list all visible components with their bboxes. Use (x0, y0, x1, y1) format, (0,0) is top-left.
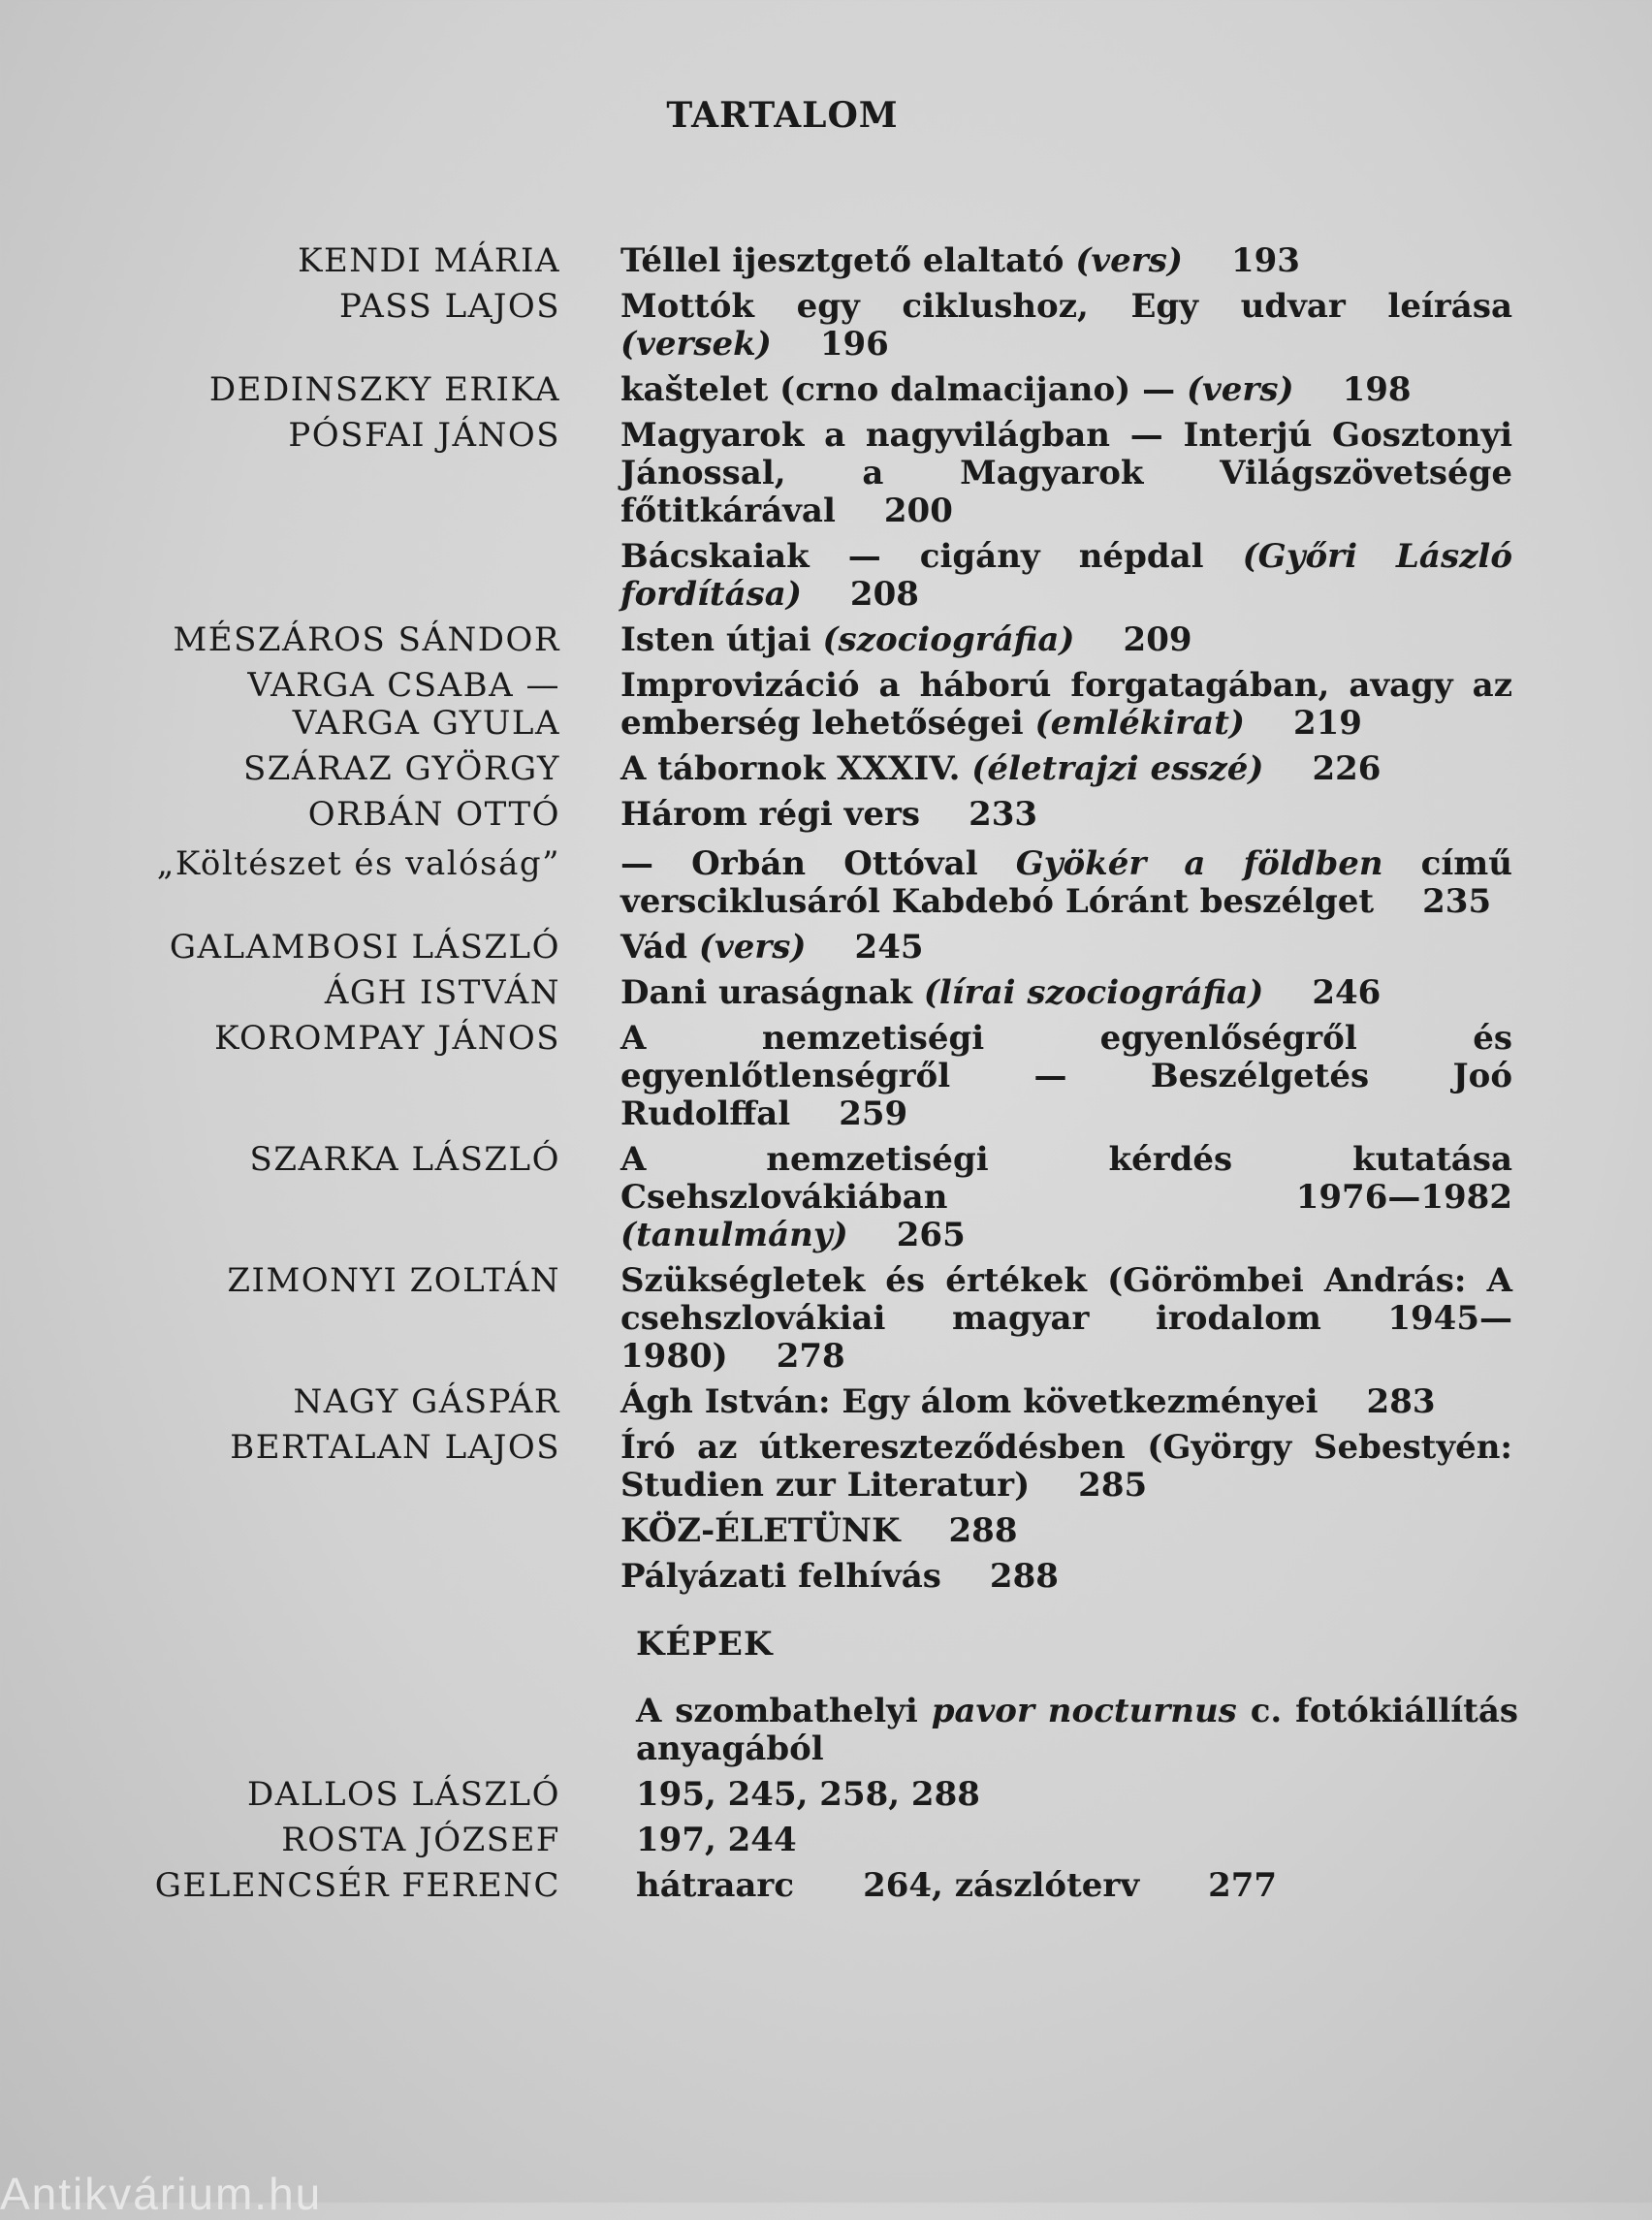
page-number: 246 (1312, 973, 1382, 1012)
toc-row (0, 417, 1652, 530)
title-text: Bácskaiak — cigány népdal (620, 537, 1243, 576)
page-number: 219 (1292, 704, 1362, 743)
title-text: Mottók egy ciklushoz, Egy udvar leírása (620, 287, 1512, 326)
entry-title (620, 288, 1512, 364)
toc-row (0, 845, 1652, 921)
entry-title (620, 667, 1512, 743)
title-text: Isten útjai (620, 620, 823, 659)
picture-row (0, 1776, 1652, 1814)
watermark: Antikvárium.hu (0, 2169, 323, 2219)
toc-row (0, 371, 1652, 409)
genre-label: (életrajzi esszé) (971, 749, 1264, 788)
author-name: PASS LAJOS (338, 287, 560, 326)
toc-row (0, 242, 1652, 280)
pictures-list (0, 1693, 1652, 1913)
picture-pages: 195, 245, 258, 288 (636, 1775, 980, 1814)
title-text: kaštelet (crno dalmacijano) — (620, 370, 1187, 409)
title-text: — Orbán Ottóval (620, 844, 1016, 883)
page-title: TARTALOM (666, 95, 899, 136)
toc-row (0, 1512, 1652, 1550)
toc-row (0, 288, 1652, 364)
author-name: VARGA CSABA — VARGA GYULA (247, 666, 560, 743)
picture-pages: 197, 244 (636, 1821, 797, 1859)
genre-label: (emlékirat) (1034, 704, 1245, 743)
genre-label: (vers) (1186, 370, 1294, 409)
photographer-name: DALLOS LÁSZLÓ (247, 1775, 560, 1814)
title-text: Ágh István: Egy álom következményei (620, 1382, 1318, 1421)
toc-row (0, 667, 1652, 743)
title-text: A nemzetiségi kérdés kutatása Csehszlovákiában 1976—1982 (620, 1140, 1512, 1217)
toc-row (0, 974, 1652, 1012)
author-name: BERTALAN LAJOS (230, 1428, 560, 1467)
genre-label: (szociográfia) (822, 620, 1075, 659)
entry-title (620, 371, 1512, 409)
entry-title (620, 1141, 1512, 1254)
entry-title (620, 1512, 1512, 1550)
pictures-intro-row (0, 1693, 1652, 1768)
page-number: 209 (1123, 620, 1192, 659)
author-name: PÓSFAI JÁNOS (288, 416, 560, 455)
entry-title (620, 974, 1512, 1012)
title-text-rest: című versciklusáról Kabdebó Lóránt beszélget (620, 844, 1512, 921)
page-number: 196 (819, 325, 889, 364)
page-number: 288 (989, 1557, 1059, 1596)
entry-title (620, 242, 1512, 280)
page-number: 193 (1230, 241, 1300, 280)
entry-title (620, 750, 1512, 788)
intro-text-rest: c. fotókiállítás anyagából (636, 1692, 1518, 1768)
author-name: SZÁRAZ GYÖRGY (242, 749, 560, 788)
author-name: SZARKA LÁSZLÓ (249, 1140, 560, 1179)
intro-text: A szombathelyi (636, 1692, 932, 1730)
toc-row (0, 1262, 1652, 1376)
page-number: 233 (969, 795, 1038, 834)
title-text: A tábornok XXXIV. (620, 749, 972, 788)
page-number: 265 (896, 1216, 966, 1254)
title-text: Író az útkereszteződésben (György Sebestyén: Studien zur Literatur) (620, 1428, 1512, 1505)
toc-row (0, 750, 1652, 788)
genre-label: Gyökér a földben (1015, 844, 1383, 883)
genre-label: (vers) (698, 928, 807, 967)
toc-row (0, 538, 1652, 614)
picture-row (0, 1867, 1652, 1905)
entry-title (620, 538, 1512, 614)
title-text: Dani uraságnak (620, 973, 924, 1012)
title-text: A nemzetiségi egyenlőségről és egyenlőtlenségről — Beszélgetés Joó Rudolffal (620, 1019, 1512, 1133)
title-text: Magyarok a nagyvilágban — Interjú Gosztonyi Jánossal, a Magyarok Világszövetsége főtitkárával (620, 416, 1512, 530)
toc-row (0, 796, 1652, 834)
entry-title (620, 845, 1512, 921)
page-number: 235 (1422, 882, 1492, 921)
pictures-intro (636, 1693, 1518, 1768)
page-number: 198 (1342, 370, 1412, 409)
entry-title (620, 1558, 1512, 1596)
page-number: 278 (776, 1337, 845, 1376)
page-number: 245 (854, 928, 924, 967)
page-number: 283 (1366, 1382, 1436, 1421)
toc-row (0, 1141, 1652, 1254)
title-text: Improvizáció a háború forgatagában, avagy az emberség lehetőségei (620, 666, 1512, 743)
author-name: KOROMPAY JÁNOS (214, 1019, 560, 1058)
genre-label: (tanulmány) (620, 1216, 848, 1254)
entry-title (620, 1262, 1512, 1376)
toc-row (0, 621, 1652, 659)
toc-row (0, 929, 1652, 967)
title-text: Pályázati felhívás (620, 1557, 941, 1596)
author-name: KENDI MÁRIA (298, 241, 560, 280)
photographer-name: ROSTA JÓZSEF (281, 1821, 560, 1859)
title-text: KÖZ-ÉLETÜNK (620, 1511, 901, 1550)
entry-title (620, 1429, 1512, 1505)
toc-row (0, 1383, 1652, 1421)
genre-label: (Győri László fordítása) (620, 537, 1512, 614)
author-name: NAGY GÁSPÁR (293, 1382, 560, 1421)
page-number: 226 (1312, 749, 1382, 788)
entry-title (620, 796, 1512, 834)
intro-title: pavor nocturnus (931, 1692, 1237, 1730)
entry-title (620, 929, 1512, 967)
photographer-name: GELENCSÉR FERENC (154, 1866, 560, 1905)
table-of-contents (0, 242, 1652, 1603)
page-number: 285 (1078, 1466, 1148, 1505)
title-text: Vád (620, 928, 699, 967)
toc-row (0, 1429, 1652, 1505)
toc-row (0, 1020, 1652, 1133)
pictures-heading: KÉPEK (636, 1625, 774, 1664)
author-name: ÁGH ISTVÁN (324, 973, 560, 1012)
toc-row (0, 1558, 1652, 1596)
page-number: 259 (839, 1094, 908, 1133)
page-number: 288 (948, 1511, 1018, 1550)
entry-title (620, 417, 1512, 530)
picture-pages: hátraarc 264, zászlóterv 277 (636, 1866, 1278, 1905)
author-name: GALAMBOSI LÁSZLÓ (169, 928, 560, 967)
title-text: Téllel ijesztgető elaltató (620, 241, 1076, 280)
genre-label: (vers) (1075, 241, 1183, 280)
author-name: MÉSZÁROS SÁNDOR (173, 620, 560, 659)
author-name: „Költészet és valóság” (156, 844, 560, 883)
page-number: 208 (849, 575, 919, 614)
author-name: ORBÁN OTTÓ (307, 795, 560, 834)
genre-label: (lírai szociográfia) (923, 973, 1264, 1012)
author-name: DEDINSZKY ERIKA (208, 370, 560, 409)
title-text: Három régi vers (620, 795, 921, 834)
entry-title (620, 1383, 1512, 1421)
genre-label: (versek) (620, 325, 772, 364)
author-name: ZIMONYI ZOLTÁN (227, 1261, 560, 1300)
title-text: Szükségletek és értékek (Görömbei András: A csehszlovákiai magyar irodalom 1945—1980) (620, 1261, 1512, 1376)
picture-row (0, 1822, 1652, 1859)
entry-title (620, 621, 1512, 659)
entry-title (620, 1020, 1512, 1133)
page-number: 200 (883, 492, 953, 530)
